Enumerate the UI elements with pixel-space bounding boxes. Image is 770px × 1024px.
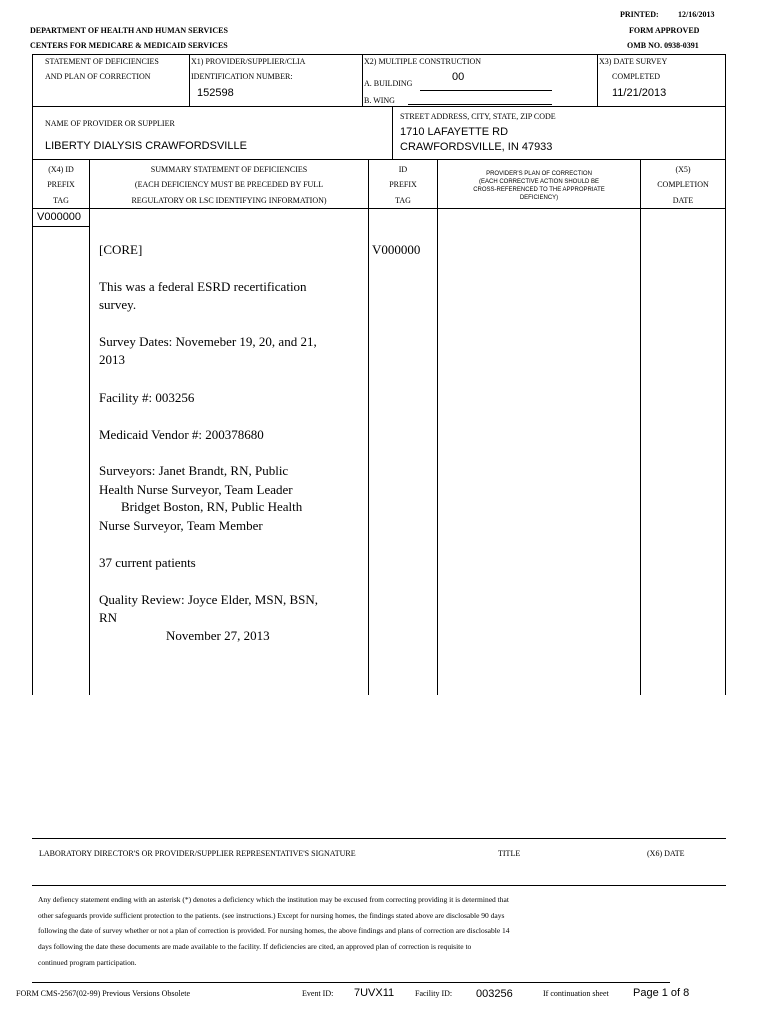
paragraph-line: Facility #: 003256 — [99, 390, 195, 405]
facility-id-value: 003256 — [476, 988, 513, 1000]
x5-header-1: (X5) — [675, 165, 691, 174]
address-label: STREET ADDRESS, CITY, STATE, ZIP CODE — [400, 112, 556, 121]
department-name: DEPARTMENT OF HEALTH AND HUMAN SERVICES — [30, 26, 228, 35]
form-approved: FORM APPROVED — [629, 26, 700, 35]
disclaimer-line: Any defiency statement ending with an asterisk (*) denotes a deficiency which the institution may be excused from correcting providing it is determined that — [38, 895, 509, 904]
signature-label: LABORATORY DIRECTOR'S OR PROVIDER/SUPPLIER REPRESENTATIVE'S SIGNATURE — [39, 849, 356, 858]
paragraph-line: This was a federal ESRD recertification — [99, 279, 307, 294]
wing-label: B. WING — [364, 96, 395, 105]
paragraph-line: survey. — [99, 297, 137, 312]
paragraph-line: 2013 — [99, 352, 125, 367]
disclaimer-line: days following the date these documents are made available to the facility. If deficiencies are cited, an approved plan of correction is requisite to — [38, 942, 472, 951]
x5-header-2: COMPLETION — [657, 180, 709, 189]
printed-label: PRINTED: — [620, 10, 659, 19]
paragraph-line: Bridget Boston, RN, Public Health — [121, 499, 303, 514]
page-number: Page 1 of 8 — [633, 987, 690, 999]
x3-label-1: X3) DATE SURVEY — [599, 57, 668, 66]
disclaimer-line: other safeguards provide sufficient protection to the patients. (see instructions.) Except for nursing homes, the findings stated above are disclosable 90 days — [38, 911, 505, 920]
plan-header-3: CROSS-REFERENCED TO THE APPROPRIATE — [473, 187, 605, 193]
paragraph-line: Quality Review: Joyce Elder, MSN, BSN, — [99, 592, 319, 607]
omb-number: OMB NO. 0938-0391 — [627, 41, 699, 50]
building-label: A. BUILDING — [364, 79, 413, 88]
date-label: (X6) DATE — [647, 849, 685, 858]
paragraph-line: Health Nurse Surveyor, Team Leader — [99, 482, 293, 497]
paragraph-line: RN — [99, 610, 118, 625]
provider-name-label: NAME OF PROVIDER OR SUPPLIER — [45, 119, 175, 128]
summary-header-3: REGULATORY OR LSC IDENTIFYING INFORMATION) — [131, 196, 327, 205]
printed-date: 12/16/2013 — [678, 10, 715, 19]
address-line-1: 1710 LAFAYETTE RD — [400, 126, 509, 138]
x4-header-2: PREFIX — [47, 180, 75, 189]
centers-name: CENTERS FOR MEDICARE & MEDICAID SERVICES — [30, 41, 228, 50]
disclaimer-line: continued program participation. — [38, 958, 137, 967]
summary-header-1: SUMMARY STATEMENT OF DEFICIENCIES — [150, 165, 308, 174]
plan-header-1: PROVIDER'S PLAN OF CORRECTION — [486, 171, 592, 177]
x3-label-2: COMPLETED — [612, 72, 660, 81]
x1-label-1: X1) PROVIDER/SUPPLIER/CLIA — [191, 57, 306, 66]
paragraph-line: Surveyors: Janet Brandt, RN, Public — [99, 463, 289, 478]
event-id-value: 7UVX11 — [354, 987, 395, 999]
plan-header-2: (EACH CORRECTIVE ACTION SHOULD BE — [478, 179, 600, 185]
title-label: TITLE — [498, 849, 521, 858]
id-header-1: ID — [398, 165, 408, 174]
x1-label-2: IDENTIFICATION NUMBER: — [191, 72, 293, 81]
id-header-2: PREFIX — [389, 180, 417, 189]
id-header-3: TAG — [395, 196, 411, 205]
paragraph-line: Medicaid Vendor #: 200378680 — [99, 427, 264, 442]
x5-header-3: DATE — [672, 196, 694, 205]
x2-label: X2) MULTIPLE CONSTRUCTION — [364, 57, 482, 66]
statement-label-1: STATEMENT OF DEFICIENCIES — [45, 57, 159, 66]
tag-right: V000000 — [372, 242, 421, 257]
tag-left: V000000 — [37, 211, 82, 223]
paragraph-line: Nurse Surveyor, Team Member — [99, 518, 263, 533]
paragraph-line: 37 current patients — [99, 555, 196, 570]
address-line-2: CRAWFORDSVILLE, IN 47933 — [400, 141, 553, 153]
paragraph-line: Survey Dates: Novemeber 19, 20, and 21, — [99, 334, 317, 349]
event-id-label: Event ID: — [302, 989, 334, 998]
facility-id-label: Facility ID: — [415, 989, 453, 998]
x4-header-1: (X4) ID — [48, 165, 74, 174]
provider-name-value: LIBERTY DIALYSIS CRAWFORDSVILLE — [45, 140, 247, 152]
summary-header-2: (EACH DEFICIENCY MUST BE PRECEDED BY FULL — [134, 180, 324, 189]
x4-header-3: TAG — [53, 196, 69, 205]
building-value: 00 — [452, 71, 465, 83]
provider-id-value: 152598 — [197, 87, 234, 99]
core-label: [CORE] — [99, 242, 143, 257]
plan-header-4: DEFICIENCY) — [519, 195, 559, 201]
survey-completed-date: 11/21/2013 — [612, 87, 667, 99]
paragraph-line: November 27, 2013 — [166, 628, 270, 643]
disclaimer-line: following the date of survey whether or not a plan of correction is provided. For nursing homes, the above findings and plans of correction are disclosable 14 — [38, 926, 510, 935]
continuation-label: If continuation sheet — [543, 989, 609, 998]
statement-label-2: AND PLAN OF CORRECTION — [45, 72, 151, 81]
form-number: FORM CMS-2567(02-99) Previous Versions Obsolete — [16, 989, 191, 998]
